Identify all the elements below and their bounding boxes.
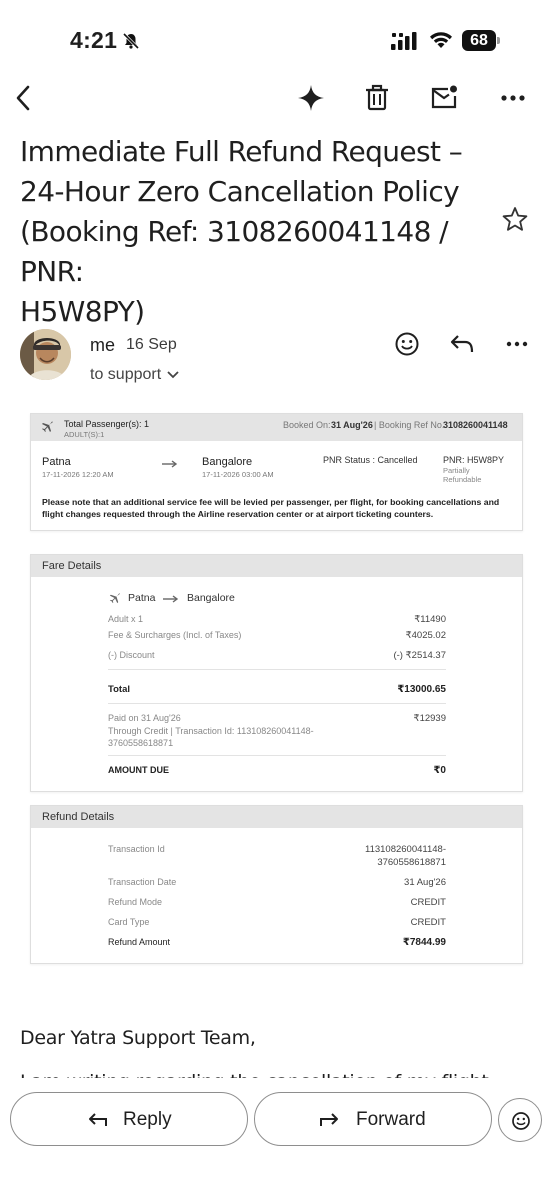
fare-origin: Patna [128, 592, 156, 604]
refund-mode-label: Refund Mode [108, 897, 163, 907]
refund-amount-value: ₹7844.99 [402, 937, 446, 948]
star-icon[interactable] [502, 206, 528, 232]
arrow-right-icon [162, 460, 178, 468]
departure-time: 17-11-2026 12:20 AM [42, 470, 114, 479]
amount-due-label: AMOUNT DUE [108, 765, 169, 775]
airplane-icon [108, 591, 121, 604]
subject-line: Immediate Full Refund Request – [20, 135, 463, 168]
fare-destination: Bangalore [187, 592, 235, 604]
mail-unread-icon[interactable] [430, 84, 458, 112]
service-fee-note: flight changes requested through the Airline reservation center or at airport ticketing counters. [42, 509, 434, 519]
emoji-icon [511, 1111, 531, 1131]
signal-icon [391, 32, 419, 50]
sparkle-icon[interactable] [297, 84, 325, 112]
transaction-id-label: Transaction Id [108, 844, 165, 854]
fare-details-header: Fare Details [31, 555, 522, 577]
arrival-time: 17-11-2026 03:00 AM [202, 470, 274, 479]
transaction-id-value: 113108260041148- [364, 844, 446, 855]
refund-details-header: Refund Details [31, 806, 522, 828]
status-bar [0, 0, 553, 80]
refund-type: Partially [443, 466, 470, 475]
top-app-bar [0, 76, 553, 120]
avatar[interactable] [20, 329, 71, 380]
card-type-value: CREDIT [410, 917, 446, 928]
pnr-number: PNR: H5W8PY [443, 455, 505, 465]
subject-line: (Booking Ref: 3108260041148 / PNR: [20, 215, 448, 288]
reply-label: Reply [123, 1109, 172, 1130]
trash-icon[interactable] [363, 84, 391, 112]
emoji-reaction-icon[interactable] [394, 331, 420, 357]
booked-on-label: Booked On: [283, 420, 331, 430]
reply-icon [88, 1111, 108, 1129]
service-fee-note: Please note that an additional service fee will be levied per passenger, per flight, for booking cancellations and [42, 497, 500, 507]
refund-mode-value: CREDIT [410, 897, 446, 908]
divider [108, 755, 446, 756]
fare-row-label: Adult x 1 [108, 614, 144, 624]
amount-due-value: ₹0 [433, 765, 446, 776]
fare-row-label: (-) Discount [108, 650, 155, 660]
emoji-reaction-button[interactable] [498, 1098, 542, 1142]
email-subject [20, 132, 490, 332]
adult-count: ADULT(S):1 [64, 430, 105, 439]
refund-type: Refundable [443, 475, 482, 484]
more-horizontal-icon[interactable] [504, 331, 530, 357]
fare-row-value: (-) ₹2514.37 [393, 650, 446, 661]
transaction-date-label: Transaction Date [108, 877, 177, 887]
origin-city: Patna [42, 456, 71, 468]
refund-amount-label: Refund Amount [108, 937, 171, 947]
recipient-toggle[interactable] [90, 366, 179, 384]
paid-detail: 3760558618871 [108, 738, 174, 748]
fare-details-card [30, 554, 523, 792]
recipient-label: to support [90, 366, 162, 383]
arrow-right-icon [163, 595, 179, 603]
pnr-status: PNR Status : Cancelled [323, 455, 418, 465]
transaction-id-value: 3760558618871 [377, 857, 446, 868]
chevron-down-icon [167, 370, 179, 380]
email-greeting: Dear Yatra Support Team, [20, 1027, 256, 1049]
booking-ref-number: 3108260041148 [443, 420, 508, 430]
fare-row-value: ₹11490 [414, 614, 446, 625]
status-time: 4:21 [70, 27, 118, 53]
airplane-icon [40, 419, 54, 433]
subject-line: H5W8PY) [20, 295, 145, 328]
forward-button[interactable] [254, 1092, 492, 1146]
wifi-icon [428, 30, 454, 50]
paid-detail: Through Credit | Transaction Id: 113108260041148- [108, 726, 314, 736]
booking-ref-label: | Booking Ref No. [374, 420, 445, 430]
back-icon[interactable] [10, 84, 38, 112]
forward-label: Forward [356, 1109, 426, 1130]
booking-summary-card [30, 413, 523, 531]
bottom-action-bar [0, 1078, 553, 1200]
battery-icon [462, 30, 500, 51]
battery-level: 68 [462, 30, 496, 51]
total-label: Total [108, 684, 130, 695]
forward-icon [319, 1111, 339, 1129]
bell-muted-icon [122, 32, 140, 50]
reply-button[interactable] [10, 1092, 248, 1146]
fare-row-value: ₹4025.02 [405, 630, 446, 641]
refund-details-card [30, 805, 523, 964]
more-horizontal-icon[interactable] [499, 84, 527, 112]
subject-line: 24-Hour Zero Cancellation Policy [20, 175, 460, 208]
fare-row-label: Fee & Surcharges (Incl. of Taxes) [108, 630, 242, 640]
destination-city: Bangalore [202, 456, 253, 468]
reply-icon[interactable] [449, 331, 475, 357]
total-passengers: Total Passenger(s): 1 [64, 419, 150, 429]
divider [108, 669, 446, 670]
divider [108, 703, 446, 704]
card-type-label: Card Type [108, 917, 150, 927]
total-value: ₹13000.65 [397, 684, 446, 695]
avatar-image [20, 329, 71, 380]
sent-date: 16 Sep [126, 336, 177, 353]
paid-on-label: Paid on 31 Aug'26 [108, 713, 181, 723]
paid-value: ₹12939 [413, 713, 446, 724]
booked-on-date: 31 Aug'26 [331, 420, 373, 430]
sender-name: me [90, 335, 116, 355]
transaction-date-value: 31 Aug'26 [404, 877, 446, 888]
